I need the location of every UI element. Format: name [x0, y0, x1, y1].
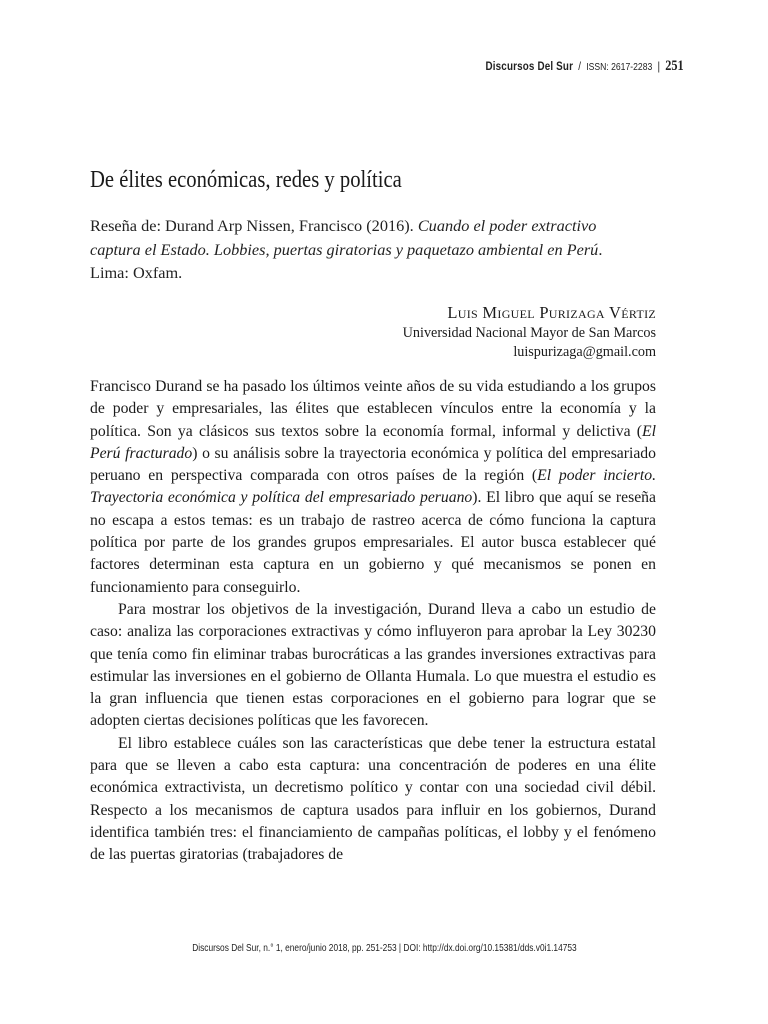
paragraph-text: Francisco Durand se ha pasado los últimos veinte años de su vida estudiando a los grupos de poder y empresariales, las élites que establecen vínculos entre la economía y la política. Son ya clásicos sus textos sobre la economía formal, informal y delictiva ( — [90, 378, 656, 440]
page-footer — [0, 943, 768, 954]
running-head — [486, 58, 684, 75]
paragraph-text: ) o su análisis sobre la trayectoria económica y política del empresariado peruano en perspectiva comparada con otros países de la región ( — [90, 444, 656, 485]
paragraph: Para mostrar los objetivos de la investigación, Durand lleva a cabo un estudio de caso: analiza las corporaciones extractivas y cómo influyeron para aprobar la Ley 30230 que tenía como fin eliminar trabas burocráticas a las grandes inversiones extractivas para estimular las inversiones en el gobierno de Ollanta Humala. Lo que muestra el estudio es la gran influencia que tienen estas corporaciones en el gobierno para lograr que se adopten ciertas decisiones políticas que les favorecen. — [90, 600, 656, 730]
page-number: 251 — [665, 58, 684, 74]
review-reference — [90, 214, 630, 285]
issn: ISSN: 2617-2283 — [586, 61, 653, 73]
article-title: De élites económicas, redes y política — [90, 167, 402, 193]
journal-name: Discursos Del Sur — [485, 59, 574, 73]
author-email: luispurizaga@gmail.com — [513, 343, 656, 360]
slash-separator: / — [578, 59, 582, 73]
paragraph — [90, 376, 656, 599]
review-reference-suffix: . Lima: Oxfam. — [90, 239, 603, 282]
cited-title: El Perú fracturado — [90, 422, 656, 462]
bar-separator: | — [657, 59, 661, 73]
cited-title: El poder incierto. Trayectoria económica y política del empresariado peruano — [90, 467, 656, 507]
review-reference-prefix: Reseña de: Durand Arp Nissen, Francisco (2016). — [90, 216, 418, 235]
author-name: Luis Miguel Purizaga Vértiz — [447, 303, 656, 322]
body-text — [90, 376, 656, 867]
paragraph: El libro establece cuáles son las características que debe tener la estructura estatal para que se lleven a cabo esta captura: una concentración de poderes en una élite económica extractivista, un decretismo político y contar con una sociedad civil débil. Respecto a los mecanismos de captura usados para influir en los gobiernos, Durand identifica también tres: el financiamiento de campañas políticas, el lobby y el fenómeno de las puertas giratorias (trabajadores de — [90, 734, 656, 864]
reviewed-book-title: Cuando el poder extractivo captura el Estado. Lobbies, puertas giratorias y paquetazo ambiental en Perú — [90, 216, 599, 259]
author-affiliation: Universidad Nacional Mayor de San Marcos — [402, 325, 656, 341]
paragraph-text: ). El libro que aquí se reseña no escapa a estos temas: es un trabajo de rastreo acerca de cómo funciona la captura política por parte de los grandes grupos empresariales. El autor busca establecer qué factores determinan esta captura en un gobierno y qué mecanismos se ponen en funcionamiento para conseguirlo. — [90, 489, 656, 596]
footer-citation: Discursos Del Sur, n.° 1, enero/junio 2018, pp. 251-253 | DOI: http://dx.doi.org/10.15381/dds.v0i1.14753 — [191, 943, 577, 954]
author-block — [403, 302, 656, 361]
